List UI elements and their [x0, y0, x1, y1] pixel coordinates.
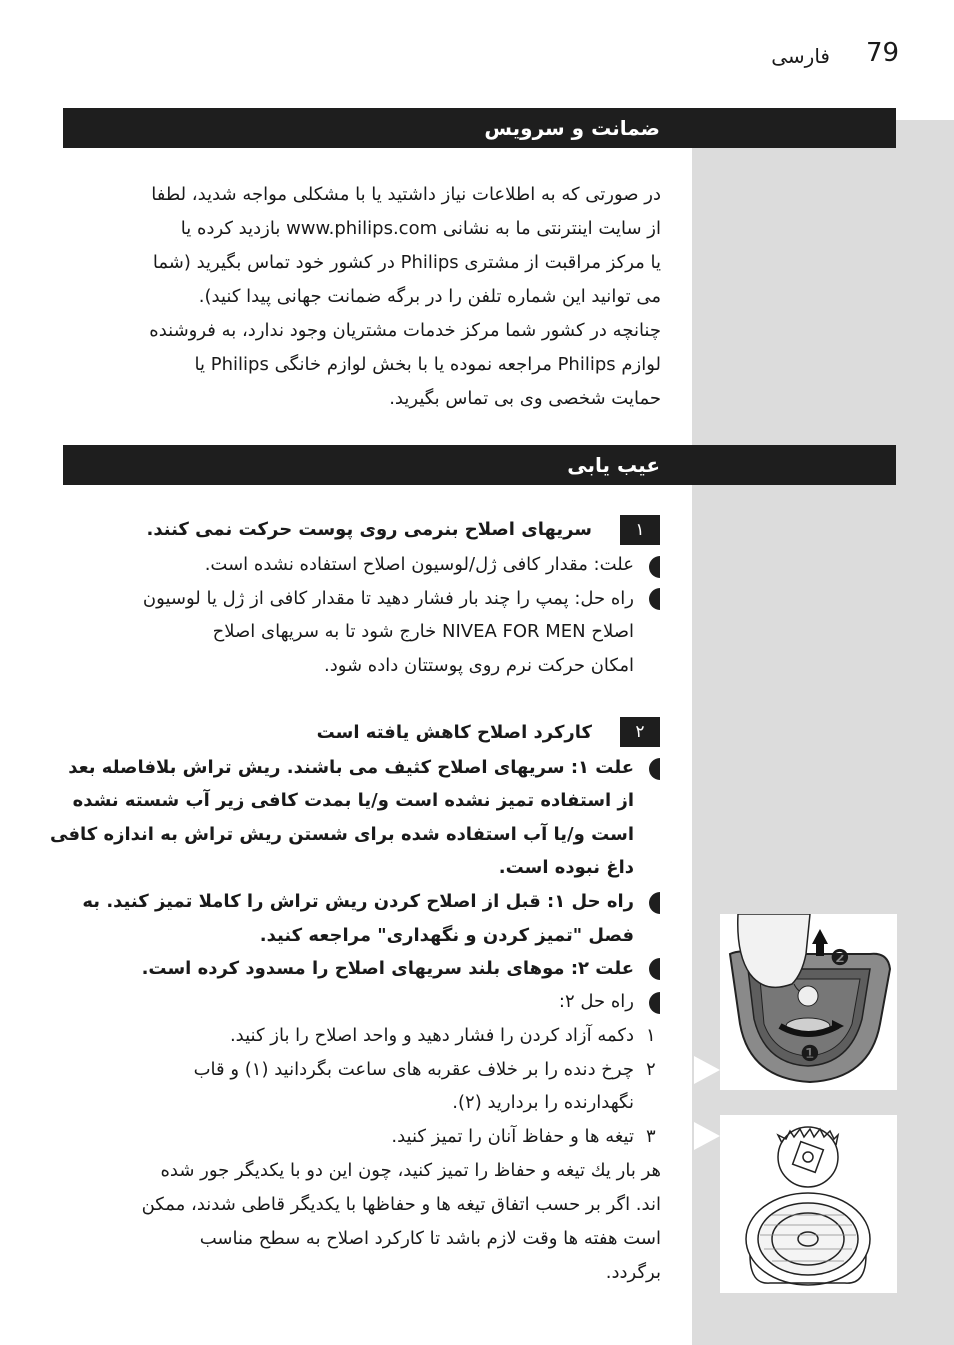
warranty-line: حمایت شخصی وی بی تماس بگیرید. — [389, 388, 661, 409]
step-number: ۳ — [646, 1126, 656, 1147]
closing-line: برگردد. — [605, 1262, 661, 1283]
figure-shaver-head-open — [720, 914, 897, 1090]
problem-2-solution1-line: راه حل ۱: قبل از اصلاح کردن ریش تراش را کاملا تمیز کنید. به — [82, 891, 634, 912]
step-number: ۲ — [646, 1059, 656, 1080]
warranty-line: می توانید این شماره تلفن را در برگه ضمانت جهانی پیدا کنید). — [198, 286, 661, 307]
step-text: تیغه ها و حفاظ آنان را تمیز کنید. — [391, 1126, 634, 1147]
bullet-icon — [646, 588, 660, 610]
step-text: دکمه آزاد کردن را فشار دهید و واحد اصلاح را باز کنید. — [229, 1025, 634, 1046]
language-label: فارسی — [771, 44, 830, 68]
figure-pointer — [694, 1122, 720, 1150]
bullet-icon — [646, 758, 660, 780]
step-number: ۱ — [646, 1025, 656, 1046]
problem-2-solution1-line: فصل "تمیز کردن و نگهداری" مراجعه کنید. — [259, 925, 634, 946]
warranty-paragraph — [61, 178, 661, 416]
problem-2-cause1-line: علت ۱: سریهای اصلاح کثیف می باشند. ریش تراش بلافاصله بعد — [68, 757, 634, 778]
closing-line: هر بار یك تیغه و حفاظ را تمیز كنید، چون این دو با یكدیگر جور شده — [160, 1160, 661, 1181]
problem-1-solution-line: امکان حرکت نرم روی پوستتان داده شود. — [323, 655, 634, 676]
step-text: نگهدارنده را بردارید (۲). — [452, 1092, 634, 1113]
step-text: چرخ دنده را بر خلاف عقربه های ساعت بگردانید (۱) و قاب — [193, 1059, 634, 1080]
figure-label-1: ❶ — [800, 1042, 820, 1067]
problem-2-title: کارکرد اصلاح کاهش یافته است — [316, 722, 592, 743]
troubleshooting-title: عیب یابی — [567, 453, 660, 477]
problem-1-title: سریهای اصلاح بنرمی روی پوست حرکت نمی کنند. — [146, 519, 592, 540]
warranty-line: از سایت اینترنتی ما به نشانی www.philips.com بازدید کرده یا — [180, 218, 661, 239]
closing-line: است هفته ها وقت لازم باشد تا كاركرد اصلاح به سطح مناسب — [199, 1228, 661, 1249]
bullet-icon — [646, 556, 660, 578]
closing-line: اند. اگر بر حسب اتفاق تیغه ها و حفاظها با یكدیگر قاطی شدند، ممكن — [141, 1194, 661, 1215]
warranty-line: لوازم Philips مراجعه نموده یا با بخش لوازم خانگی Philips یا — [194, 354, 661, 375]
warranty-section-bar — [63, 108, 896, 148]
problem-1-cause: علت: مقدار کافی ژل/لوسیون اصلاح استفاده نشده است. — [204, 554, 634, 575]
figure-blade-and-guard — [720, 1115, 897, 1293]
bullet-icon — [646, 958, 660, 980]
warranty-line: چنانچه در کشور شما مرکز خدمات مشتریان وجود ندارد، به فروشنده — [149, 320, 661, 341]
page-number: 79 — [866, 38, 900, 68]
problem-2-cause1-line: داغ نبوده است. — [498, 857, 634, 878]
problem-1-number: ۱ — [620, 515, 660, 545]
warranty-line: در صورتی که به اطلاعات نیاز داشتید یا با مشکلی مواجه شدید، لطفا — [151, 184, 661, 205]
problem-2-cause2: علت ۲: موهای بلند سریهای اصلاح را مسدود کرده است. — [141, 958, 634, 979]
problem-1-solution-line: اصلاح NIVEA FOR MEN خارج شود تا به سریهای اصلاح — [212, 621, 634, 642]
problem-2-cause1-line: است و/یا آب استفاده شده برای شستن ریش تراش به اندازه کافی — [49, 824, 634, 845]
problem-2-cause1-line: از استفاده تمیز نشده است و/یا بمدت کافی زیر آب شسته نشده — [72, 790, 634, 811]
bullet-icon — [646, 992, 660, 1014]
problem-2-number: ۲ — [620, 717, 660, 747]
bullet-icon — [646, 892, 660, 914]
blade-guard-illustration — [720, 1115, 897, 1293]
troubleshooting-section-bar — [63, 445, 896, 485]
warranty-title: ضمانت و سرویس — [484, 116, 660, 140]
problem-2-solution2-label: راه حل ۲: — [558, 991, 634, 1012]
warranty-line: یا مرکز مراقبت از مشتری Philips در کشور خود تماس بگیرید (شما — [152, 252, 661, 273]
figure-label-2: ❷ — [830, 946, 850, 971]
figure-pointer — [694, 1056, 720, 1084]
problem-1-solution-line: راه حل: پمپ را چند بار فشار دهید تا مقدار کافی از ژل یا لوسیون — [142, 588, 634, 609]
